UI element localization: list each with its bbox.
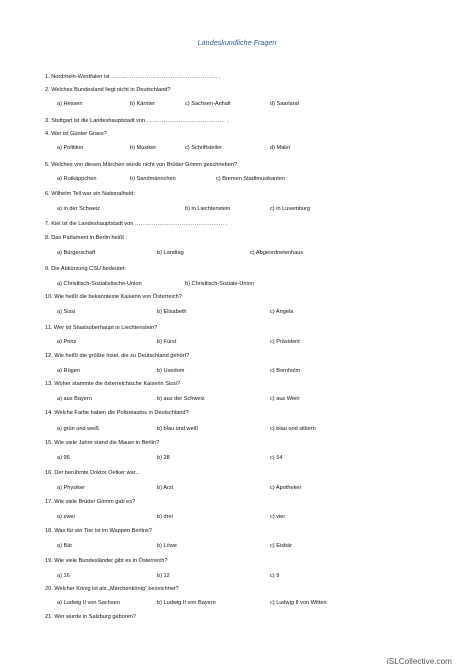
- answer-20a: a) Ludwig II von Sachsen: [57, 600, 120, 606]
- answer-18a: a) Bär: [57, 543, 73, 549]
- question-15: 15. Wie viele Jahre stand die Mauer in Berlin?: [45, 440, 160, 446]
- answer-15a: a) 96: [57, 455, 70, 461]
- answer-6c: c) in Luxemburg: [270, 206, 311, 212]
- answer-20c: c) Ludwig II von Witten: [270, 600, 327, 606]
- answer-12a: a) Rügen: [57, 368, 81, 374]
- answer-15b: b) 28: [157, 455, 170, 461]
- question-12: 12. Wie heißt die größte Insel, die zu Deutschland gehört?: [45, 353, 190, 359]
- answer-8b: b) Landtag: [157, 250, 184, 256]
- answer-11c: c) Präsident: [270, 339, 300, 345]
- answer-10b: b) Elisabeth: [157, 309, 187, 315]
- answer-2a: a) Hessen: [57, 101, 83, 107]
- answer-13a: a) aus Bayern: [57, 396, 92, 402]
- answer-2b: b) Kärnter: [130, 101, 155, 107]
- answer-4b: b) Musiker: [130, 145, 157, 151]
- answer-5c: c) Bremen Stadtmusikanten: [216, 176, 286, 182]
- question-4: 4. Wer ist Günter Grass?: [45, 131, 107, 137]
- answer-17a: a) zwei: [57, 514, 75, 520]
- answer-8c: c) Abgeordnetenhaus: [250, 250, 304, 256]
- answer-18c: c) Eisbär: [270, 543, 293, 549]
- answer-13c: c) aus Wien: [270, 396, 300, 402]
- question-1: 1. Nordrhein-Westfalen ist ………………………………………………… .: [45, 74, 221, 80]
- footer-watermark: iSLCollective.com: [386, 657, 452, 666]
- answer-10c: c) Angela: [270, 309, 294, 315]
- answer-16a: a) Physiker: [57, 485, 85, 491]
- question-17: 17. Wie viele Brüder Grimm gab es?: [45, 499, 136, 505]
- answer-16c: c) Apotheker: [270, 485, 302, 491]
- answer-15c: c) 54: [270, 455, 283, 461]
- answer-20b: b) Ludwig II von Bayern: [157, 600, 216, 606]
- answer-4d: d) Maler: [270, 145, 291, 151]
- answer-9a: a) Christlisch-Sozialistische-Union: [57, 281, 142, 287]
- answer-5b: b) Sandmännchen: [130, 176, 176, 182]
- question-19: 19. Wie viele Bundesländer gibt es in Österreich?: [45, 558, 168, 564]
- question-21: 21. Wer wurde in Salzburg geboren?: [45, 614, 137, 620]
- page-title: Landeskundliche Fragen: [197, 38, 277, 47]
- answer-14c: c) blau und silbern: [270, 426, 316, 432]
- answer-11b: b) Fürst: [157, 339, 177, 345]
- answer-12b: b) Usedom: [157, 368, 185, 374]
- answer-18b: b) Löwe: [157, 543, 177, 549]
- answer-12c: c) Bornholm: [270, 368, 301, 374]
- answer-9b: b) Christlisch-Soziale-Union: [185, 281, 255, 287]
- answer-4a: a) Politiker: [57, 145, 84, 151]
- answer-13b: b) aus der Schweiz: [157, 396, 205, 402]
- question-8: 8. Das Parlament in Berlin heißt :: [45, 235, 128, 241]
- answer-5a: a) Rotkäppchen: [57, 176, 97, 182]
- answer-6b: b) in Liechtenstein: [185, 206, 231, 212]
- question-5: 5. Welches von diesen Märchen wurde nicht von Brüder Grimm geschrieben?: [45, 162, 238, 168]
- question-2: 2. Welches Bundesland liegt nicht in Deutschland?: [45, 87, 171, 93]
- answer-14b: b) blau und weiß: [157, 426, 199, 432]
- question-18: 18. Was für ein Tier ist im Wappen Berlins?: [45, 528, 152, 534]
- question-13: 13. Woher stammte die österreichische Kaiserin Sissi?: [45, 381, 181, 387]
- question-16: 16. Der berühmte Doktor Oetker war…: [45, 470, 142, 476]
- question-6: 6. Wilhelm Tell war ein Nationalheld:: [45, 191, 135, 197]
- answer-10a: a) Sissi: [57, 309, 76, 315]
- answer-2c: c) Sachsen-Anhalt: [185, 101, 231, 107]
- answer-17c: c) vier: [270, 514, 286, 520]
- question-20: 20. Welcher König ist als „Märchenkönig“ bezeichnet?: [45, 586, 179, 592]
- answer-14a: a) grün und weiß: [57, 426, 99, 432]
- question-9: 9. Die Abkürzung CSU bedeutet:: [45, 266, 126, 272]
- question-7: 7. Kiel ist die Landeshauptstadt von ………………………………………… .: [45, 221, 228, 227]
- question-10: 10. Wie heißt die bekannteste Kaiserin von Österreich?: [45, 294, 182, 300]
- answer-19b: b) 12: [157, 573, 170, 579]
- answer-11a: a) Prinz: [57, 339, 77, 345]
- answer-8a: a) Bürgerschaft: [57, 250, 96, 256]
- question-11: 11. Wer ist Staatsoberhaupt in Liechtenstein?: [45, 325, 158, 331]
- answer-17b: b) drei: [157, 514, 173, 520]
- answer-19c: c) 9: [270, 573, 280, 579]
- answer-16b: b) Arzt: [157, 485, 174, 491]
- answer-19a: a) 16: [57, 573, 70, 579]
- answer-4c: c) Schriftsteller: [185, 145, 222, 151]
- question-3: 3. Stuttgart ist die Landeshauptstadt von …………………………………… .: [45, 118, 229, 124]
- answer-6a: a) in der Schweiz: [57, 206, 100, 212]
- question-14: 14. Welche Farbe haben die Polizeiautos in Deutschland?: [45, 410, 189, 416]
- answer-2d: d) Saarland: [270, 101, 299, 107]
